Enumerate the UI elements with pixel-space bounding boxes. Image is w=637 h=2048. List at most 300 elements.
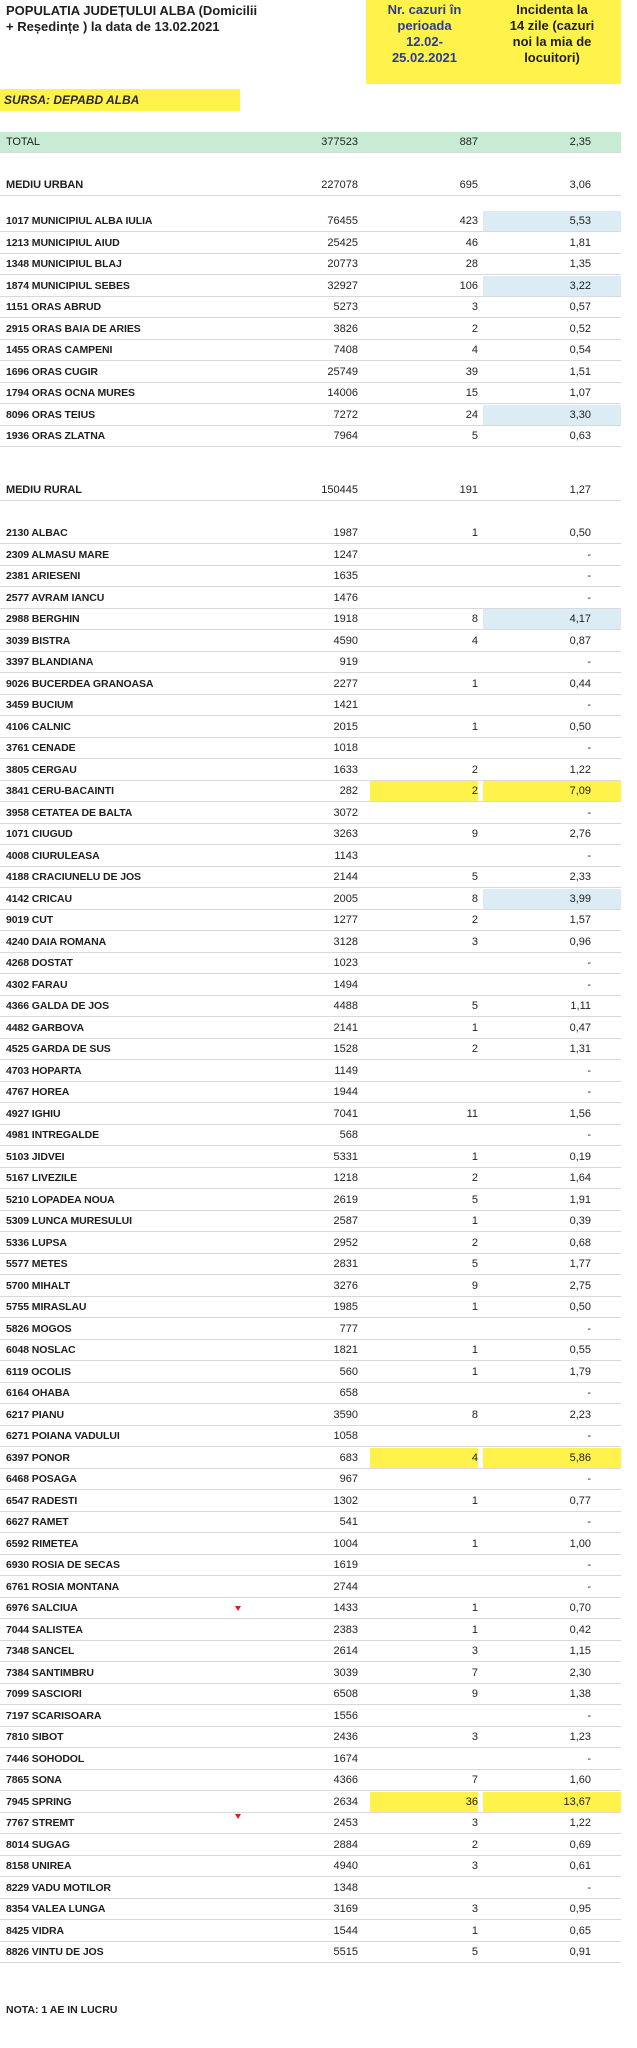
locality-name (6, 1297, 86, 1317)
cases-cell: 3 (471, 1817, 478, 1829)
locality-label: LOPADEA NOUA (31, 1193, 115, 1206)
source-label: SURSA: DEPABD ALBA (0, 89, 240, 111)
incidence-cell: 3,30 (483, 405, 621, 425)
table-row (0, 1211, 621, 1232)
population-cell: 1821 (333, 1344, 358, 1356)
population-cell: 777 (339, 1322, 358, 1335)
table-row (0, 211, 621, 232)
locality-code: 8158 (6, 1860, 29, 1872)
incidence-cell: 2,30 (569, 1666, 591, 1679)
incidence-cell: 0,68 (569, 1236, 591, 1249)
locality-code: 4767 (6, 1086, 29, 1098)
cases-cell: 1 (471, 1602, 478, 1614)
locality-label: MUNICIPIUL AIUD (31, 236, 120, 249)
incidence-cell: 0,54 (569, 344, 591, 356)
table-row (0, 545, 621, 566)
locality-label: FARAU (31, 978, 68, 991)
header-title-line-1: POPULATIA JUDEȚULUI ALBA (Domicilii (6, 3, 258, 18)
population-cell: 1918 (333, 613, 358, 625)
population-cell: 560 (339, 1365, 358, 1378)
locality-label: SOHODOL (31, 1752, 85, 1765)
header-cases-line-2: perioada (397, 18, 452, 33)
incidence-cell: 1,38 (569, 1688, 591, 1700)
incidence-cell: - (587, 656, 591, 668)
table-row (0, 1620, 621, 1641)
cases-cell: 1 (471, 1365, 478, 1378)
table-row (0, 1577, 621, 1598)
locality-label: UNIREA (31, 1860, 72, 1872)
locality-code: 7348 (6, 1645, 29, 1657)
table-row (0, 1233, 621, 1254)
incidence-cell: 4,17 (483, 609, 621, 629)
locality-name (6, 1211, 132, 1231)
table-row (0, 523, 621, 544)
table-row (0, 1555, 621, 1576)
locality-name (6, 609, 80, 629)
population-cell: 6508 (333, 1688, 358, 1700)
population-cell: 1302 (333, 1494, 358, 1507)
table-row (0, 1254, 621, 1275)
header-incidence-column (483, 0, 621, 84)
incidence-cell: 5,86 (483, 1448, 621, 1468)
table-row (0, 319, 621, 340)
table-row (0, 1684, 621, 1705)
locality-name (6, 362, 98, 382)
incidence-cell: 1,15 (569, 1645, 591, 1657)
urban-heading-population: 227078 (321, 179, 358, 191)
cases-cell: 4 (370, 1448, 478, 1468)
locality-code: 4008 (6, 849, 29, 862)
table-row (0, 1082, 621, 1103)
table-row (0, 738, 621, 759)
locality-name (6, 1684, 82, 1704)
locality-code: 7099 (6, 1688, 29, 1700)
locality-label: VADU MOTILOR (31, 1881, 111, 1894)
locality-name (6, 1491, 77, 1511)
incidence-cell: - (587, 978, 591, 991)
incidence-cell: 1,64 (569, 1172, 591, 1184)
incidence-cell: 1,51 (569, 365, 591, 378)
population-cell: 2619 (333, 1193, 358, 1206)
incidence-cell: 1,22 (569, 763, 591, 776)
incidence-cell: 3,22 (483, 276, 621, 296)
population-cell: 1218 (333, 1172, 358, 1184)
locality-code: 8014 (6, 1838, 29, 1851)
population-cell: 1635 (333, 570, 358, 582)
population-cell: 3276 (333, 1279, 358, 1292)
locality-name (6, 1835, 70, 1855)
locality-label: ORAS ZLATNA (31, 430, 106, 442)
header-cases-line-1: Nr. cazuri în (387, 2, 462, 17)
population-cell: 2436 (333, 1731, 358, 1743)
locality-name (6, 717, 71, 737)
incidence-cell: 0,65 (569, 1924, 591, 1937)
rural-heading-cases: 191 (459, 484, 478, 496)
cases-cell: 8 (471, 892, 478, 905)
population-cell: 2614 (333, 1645, 358, 1657)
locality-label: ALMASU MARE (31, 548, 110, 561)
locality-name (6, 1555, 120, 1575)
locality-name (6, 1104, 60, 1124)
locality-label: NOSLAC (31, 1344, 76, 1356)
locality-code: 2309 (6, 548, 29, 561)
locality-code: 8096 (6, 408, 29, 421)
locality-name (6, 383, 135, 403)
locality-code: 7865 (6, 1774, 29, 1786)
header-incidence-line-1: Incidenta la (516, 2, 588, 17)
locality-label: VINTU DE JOS (31, 1946, 104, 1958)
locality-code: 7446 (6, 1752, 29, 1765)
locality-code: 7767 (6, 1817, 29, 1829)
incidence-cell: - (587, 1064, 591, 1077)
population-cell: 2015 (333, 720, 358, 733)
table-row (0, 1147, 621, 1168)
header-incidence-line-2: 14 zile (cazuri (509, 18, 595, 33)
cases-cell: 9 (471, 828, 478, 840)
locality-name (6, 1168, 77, 1188)
locality-name (6, 1813, 74, 1833)
locality-label: ORAS OCNA MURES (31, 387, 135, 399)
incidence-cell: - (587, 1430, 591, 1442)
locality-label: CERU-BACAINTI (31, 785, 114, 797)
urban-heading-cases: 695 (459, 179, 478, 191)
locality-name (6, 1018, 84, 1038)
cases-cell: 1 (471, 1924, 478, 1937)
locality-label: DOSTAT (31, 957, 73, 969)
locality-label: PIANU (31, 1408, 64, 1421)
cases-cell: 4 (471, 344, 478, 356)
table-row (0, 1491, 621, 1512)
locality-code: 6627 (6, 1516, 29, 1528)
total-cases: 887 (459, 136, 478, 148)
locality-name (6, 1233, 67, 1253)
population-cell: 1944 (333, 1086, 358, 1098)
incidence-cell: 0,39 (569, 1215, 591, 1227)
population-cell: 14006 (327, 387, 358, 399)
locality-name (6, 1426, 120, 1446)
locality-label: SCARISOARA (31, 1709, 102, 1722)
incidence-cell: 0,69 (569, 1838, 591, 1851)
table-row (0, 674, 621, 695)
locality-code: 2915 (6, 322, 29, 335)
incidence-cell: - (587, 1709, 591, 1722)
locality-label: CIURULEASA (31, 849, 100, 862)
incidence-cell: 1,57 (569, 914, 591, 926)
population-cell: 3590 (333, 1408, 358, 1421)
total-row (0, 132, 621, 153)
locality-name (6, 1641, 74, 1661)
locality-name (6, 588, 104, 608)
population-cell: 1004 (333, 1537, 358, 1550)
cases-cell: 106 (459, 279, 478, 292)
locality-label: HOREA (31, 1086, 70, 1098)
cases-cell: 46 (465, 236, 478, 249)
table-row (0, 652, 621, 673)
incidence-cell: 1,60 (569, 1774, 591, 1786)
incidence-cell: 0,91 (569, 1946, 591, 1958)
cases-cell: 5 (471, 430, 478, 442)
locality-label: CETATEA DE BALTA (31, 806, 133, 819)
locality-name (6, 674, 153, 694)
locality-name (6, 846, 100, 866)
cases-cell: 5 (471, 871, 478, 883)
total-label: TOTAL (6, 136, 40, 148)
comment-marker-icon (235, 1606, 241, 1611)
locality-label: ROSIA DE SECAS (31, 1559, 120, 1571)
locality-code: 1874 (6, 279, 29, 292)
locality-label: CRACIUNELU DE JOS (31, 871, 141, 883)
population-cell: 1619 (333, 1559, 358, 1571)
population-cell: 2884 (333, 1838, 358, 1851)
locality-label: RIMETEA (31, 1537, 79, 1550)
locality-code: 4927 (6, 1107, 29, 1120)
locality-name (6, 932, 106, 952)
locality-code: 3805 (6, 763, 29, 776)
locality-name (6, 1254, 67, 1274)
locality-code: 1071 (6, 828, 29, 840)
locality-label: ALBAC (31, 527, 68, 539)
population-cell: 5273 (333, 301, 358, 313)
population-cell: 5331 (333, 1150, 358, 1163)
population-cell: 1277 (333, 914, 358, 926)
locality-code: 8354 (6, 1903, 29, 1915)
cases-cell: 423 (459, 215, 478, 227)
locality-label: MUNICIPIUL ALBA IULIA (31, 215, 153, 227)
cases-cell: 2 (471, 1172, 478, 1184)
locality-code: 6397 (6, 1451, 29, 1464)
locality-code: 4703 (6, 1064, 29, 1077)
locality-code: 3459 (6, 699, 29, 711)
cases-cell: 1 (471, 1537, 478, 1550)
table-row (0, 781, 621, 802)
population-cell: 2005 (333, 892, 358, 905)
table-row (0, 1534, 621, 1555)
table-row (0, 1340, 621, 1361)
locality-code: 4188 (6, 871, 29, 883)
incidence-cell: - (587, 699, 591, 711)
incidence-cell: 1,91 (569, 1193, 591, 1206)
locality-code: 3761 (6, 742, 29, 754)
population-cell: 76455 (327, 215, 358, 227)
locality-label: VIDRA (31, 1924, 64, 1937)
locality-label: SUGAG (31, 1838, 70, 1851)
population-cell: 282 (339, 785, 358, 797)
locality-label: SPRING (31, 1795, 72, 1808)
cases-cell: 28 (465, 258, 478, 270)
locality-code: 6119 (6, 1365, 29, 1378)
population-cell: 5515 (333, 1946, 358, 1958)
incidence-cell: - (587, 570, 591, 582)
locality-code: 5103 (6, 1150, 29, 1163)
locality-code: 1794 (6, 387, 29, 399)
incidence-cell: 1,23 (569, 1731, 591, 1743)
incidence-cell: - (587, 1387, 591, 1399)
locality-name (6, 1727, 63, 1747)
locality-code: 7945 (6, 1795, 29, 1808)
table-row (0, 1319, 621, 1340)
locality-label: ROSIA MONTANA (31, 1580, 120, 1593)
cases-cell: 3 (471, 1903, 478, 1915)
population-cell: 1556 (333, 1709, 358, 1722)
locality-name (6, 1039, 111, 1059)
table-row (0, 609, 621, 630)
locality-code: 8826 (6, 1946, 29, 1958)
locality-label: MIHALT (31, 1279, 71, 1292)
table-row (0, 953, 621, 974)
incidence-cell: 0,61 (569, 1860, 591, 1872)
header-cases-line-3: 12.02- (406, 34, 443, 49)
locality-label: POIANA VADULUI (31, 1430, 120, 1442)
population-cell: 32927 (327, 279, 358, 292)
incidence-cell: 0,50 (569, 720, 591, 733)
population-cell: 1985 (333, 1301, 358, 1313)
table-row (0, 889, 621, 910)
table-row (0, 1899, 621, 1920)
cases-cell: 7 (471, 1774, 478, 1786)
table-row (0, 1061, 621, 1082)
locality-name (6, 545, 109, 565)
cases-cell: 1 (471, 1021, 478, 1034)
population-cell: 2383 (333, 1623, 358, 1636)
incidence-cell: 7,09 (483, 781, 621, 801)
locality-code: 3841 (6, 785, 29, 797)
footer-note: NOTA: 1 AE IN LUCRU (6, 2004, 118, 2016)
locality-label: CRICAU (31, 892, 73, 905)
incidence-cell: 0,57 (569, 301, 591, 313)
incidence-cell: - (587, 1129, 591, 1141)
locality-name (6, 781, 114, 801)
incidence-cell: - (587, 1322, 591, 1335)
locality-label: ORAS TEIUS (31, 408, 95, 421)
table-row (0, 1297, 621, 1318)
cases-cell: 15 (465, 387, 478, 399)
incidence-cell: 0,96 (569, 935, 591, 948)
incidence-cell: - (587, 1086, 591, 1098)
urban-heading-row (0, 175, 621, 196)
population-cell: 1421 (333, 699, 358, 711)
population-cell: 3169 (333, 1903, 358, 1915)
cases-cell: 2 (370, 781, 478, 801)
locality-label: SONA (31, 1774, 62, 1786)
table-row (0, 405, 621, 426)
population-cell: 3826 (333, 322, 358, 335)
cases-cell: 2 (471, 763, 478, 776)
incidence-cell: 0,47 (569, 1021, 591, 1034)
table-row (0, 932, 621, 953)
population-cell: 1987 (333, 527, 358, 539)
table-row (0, 362, 621, 383)
cases-cell: 3 (471, 301, 478, 313)
locality-name (6, 297, 101, 317)
incidence-cell: 0,70 (569, 1602, 591, 1614)
table-row (0, 717, 621, 738)
population-cell: 2831 (333, 1258, 358, 1270)
incidence-cell: - (587, 1516, 591, 1528)
table-row (0, 1706, 621, 1727)
population-cell: 3039 (333, 1666, 358, 1679)
locality-name (6, 1147, 64, 1167)
locality-code: 3039 (6, 634, 29, 647)
population-cell: 1143 (334, 849, 358, 862)
locality-code: 7044 (6, 1623, 29, 1636)
population-cell: 683 (339, 1451, 358, 1464)
locality-code: 2130 (6, 527, 29, 539)
locality-code: 1151 (6, 301, 29, 313)
locality-name (6, 319, 141, 339)
locality-code: 6547 (6, 1494, 29, 1507)
locality-code: 5167 (6, 1172, 29, 1184)
locality-name (6, 867, 141, 887)
cases-cell: 3 (471, 1731, 478, 1743)
locality-name (6, 1663, 94, 1683)
table-row (0, 1727, 621, 1748)
locality-label: GARDA DE SUS (31, 1043, 111, 1055)
urban-heading-label: MEDIU URBAN (6, 179, 84, 191)
locality-label: ORAS ABRUD (31, 301, 101, 313)
locality-code: 5826 (6, 1322, 29, 1335)
incidence-cell: 0,50 (569, 527, 591, 539)
locality-name (6, 652, 93, 672)
cases-cell: 1 (471, 1494, 478, 1507)
locality-name (6, 1469, 77, 1489)
table-row (0, 695, 621, 716)
locality-label: RAMET (31, 1516, 69, 1528)
cases-cell: 1 (471, 677, 478, 690)
locality-code: 5336 (6, 1236, 29, 1249)
locality-label: AVRAM IANCU (31, 591, 105, 604)
incidence-cell: - (587, 1559, 591, 1571)
table-row (0, 1168, 621, 1189)
locality-label: LUPSA (31, 1236, 67, 1249)
incidence-cell: 0,55 (569, 1344, 591, 1356)
population-cell: 4940 (333, 1860, 358, 1872)
locality-label: CIUGUD (31, 828, 73, 840)
urban-heading-incidence: 3,06 (569, 179, 591, 191)
locality-label: CENADE (31, 742, 76, 754)
locality-name (6, 233, 120, 253)
incidence-cell: 0,19 (569, 1150, 591, 1163)
locality-code: 4106 (6, 720, 29, 733)
rural-heading-incidence: 1,27 (569, 484, 591, 496)
population-cell: 967 (339, 1473, 358, 1485)
locality-code: 5755 (6, 1301, 29, 1313)
table-row (0, 1598, 621, 1619)
cases-cell: 3 (471, 1860, 478, 1872)
rural-heading-population: 150445 (321, 484, 358, 496)
locality-code: 3397 (6, 656, 29, 668)
population-cell: 25425 (327, 236, 358, 249)
cases-cell: 1 (471, 1344, 478, 1356)
locality-label: JIDVEI (31, 1150, 65, 1163)
table-row (0, 340, 621, 361)
locality-label: ORAS CAMPENI (31, 344, 113, 356)
locality-label: MUNICIPIUL SEBES (31, 279, 130, 292)
header-incidence-line-4: locuitori) (524, 50, 580, 65)
incidence-cell: 0,44 (569, 677, 591, 690)
locality-name (6, 211, 152, 231)
locality-name (6, 760, 77, 780)
locality-name (6, 1383, 70, 1403)
locality-name (6, 1061, 81, 1081)
locality-name (6, 631, 70, 651)
locality-label: SANTIMBRU (31, 1666, 94, 1679)
population-cell: 3128 (333, 935, 358, 948)
table-row (0, 1813, 621, 1834)
table-row (0, 996, 621, 1017)
cases-cell: 5 (471, 1193, 478, 1206)
table-row (0, 824, 621, 845)
locality-code: 2577 (6, 591, 29, 604)
